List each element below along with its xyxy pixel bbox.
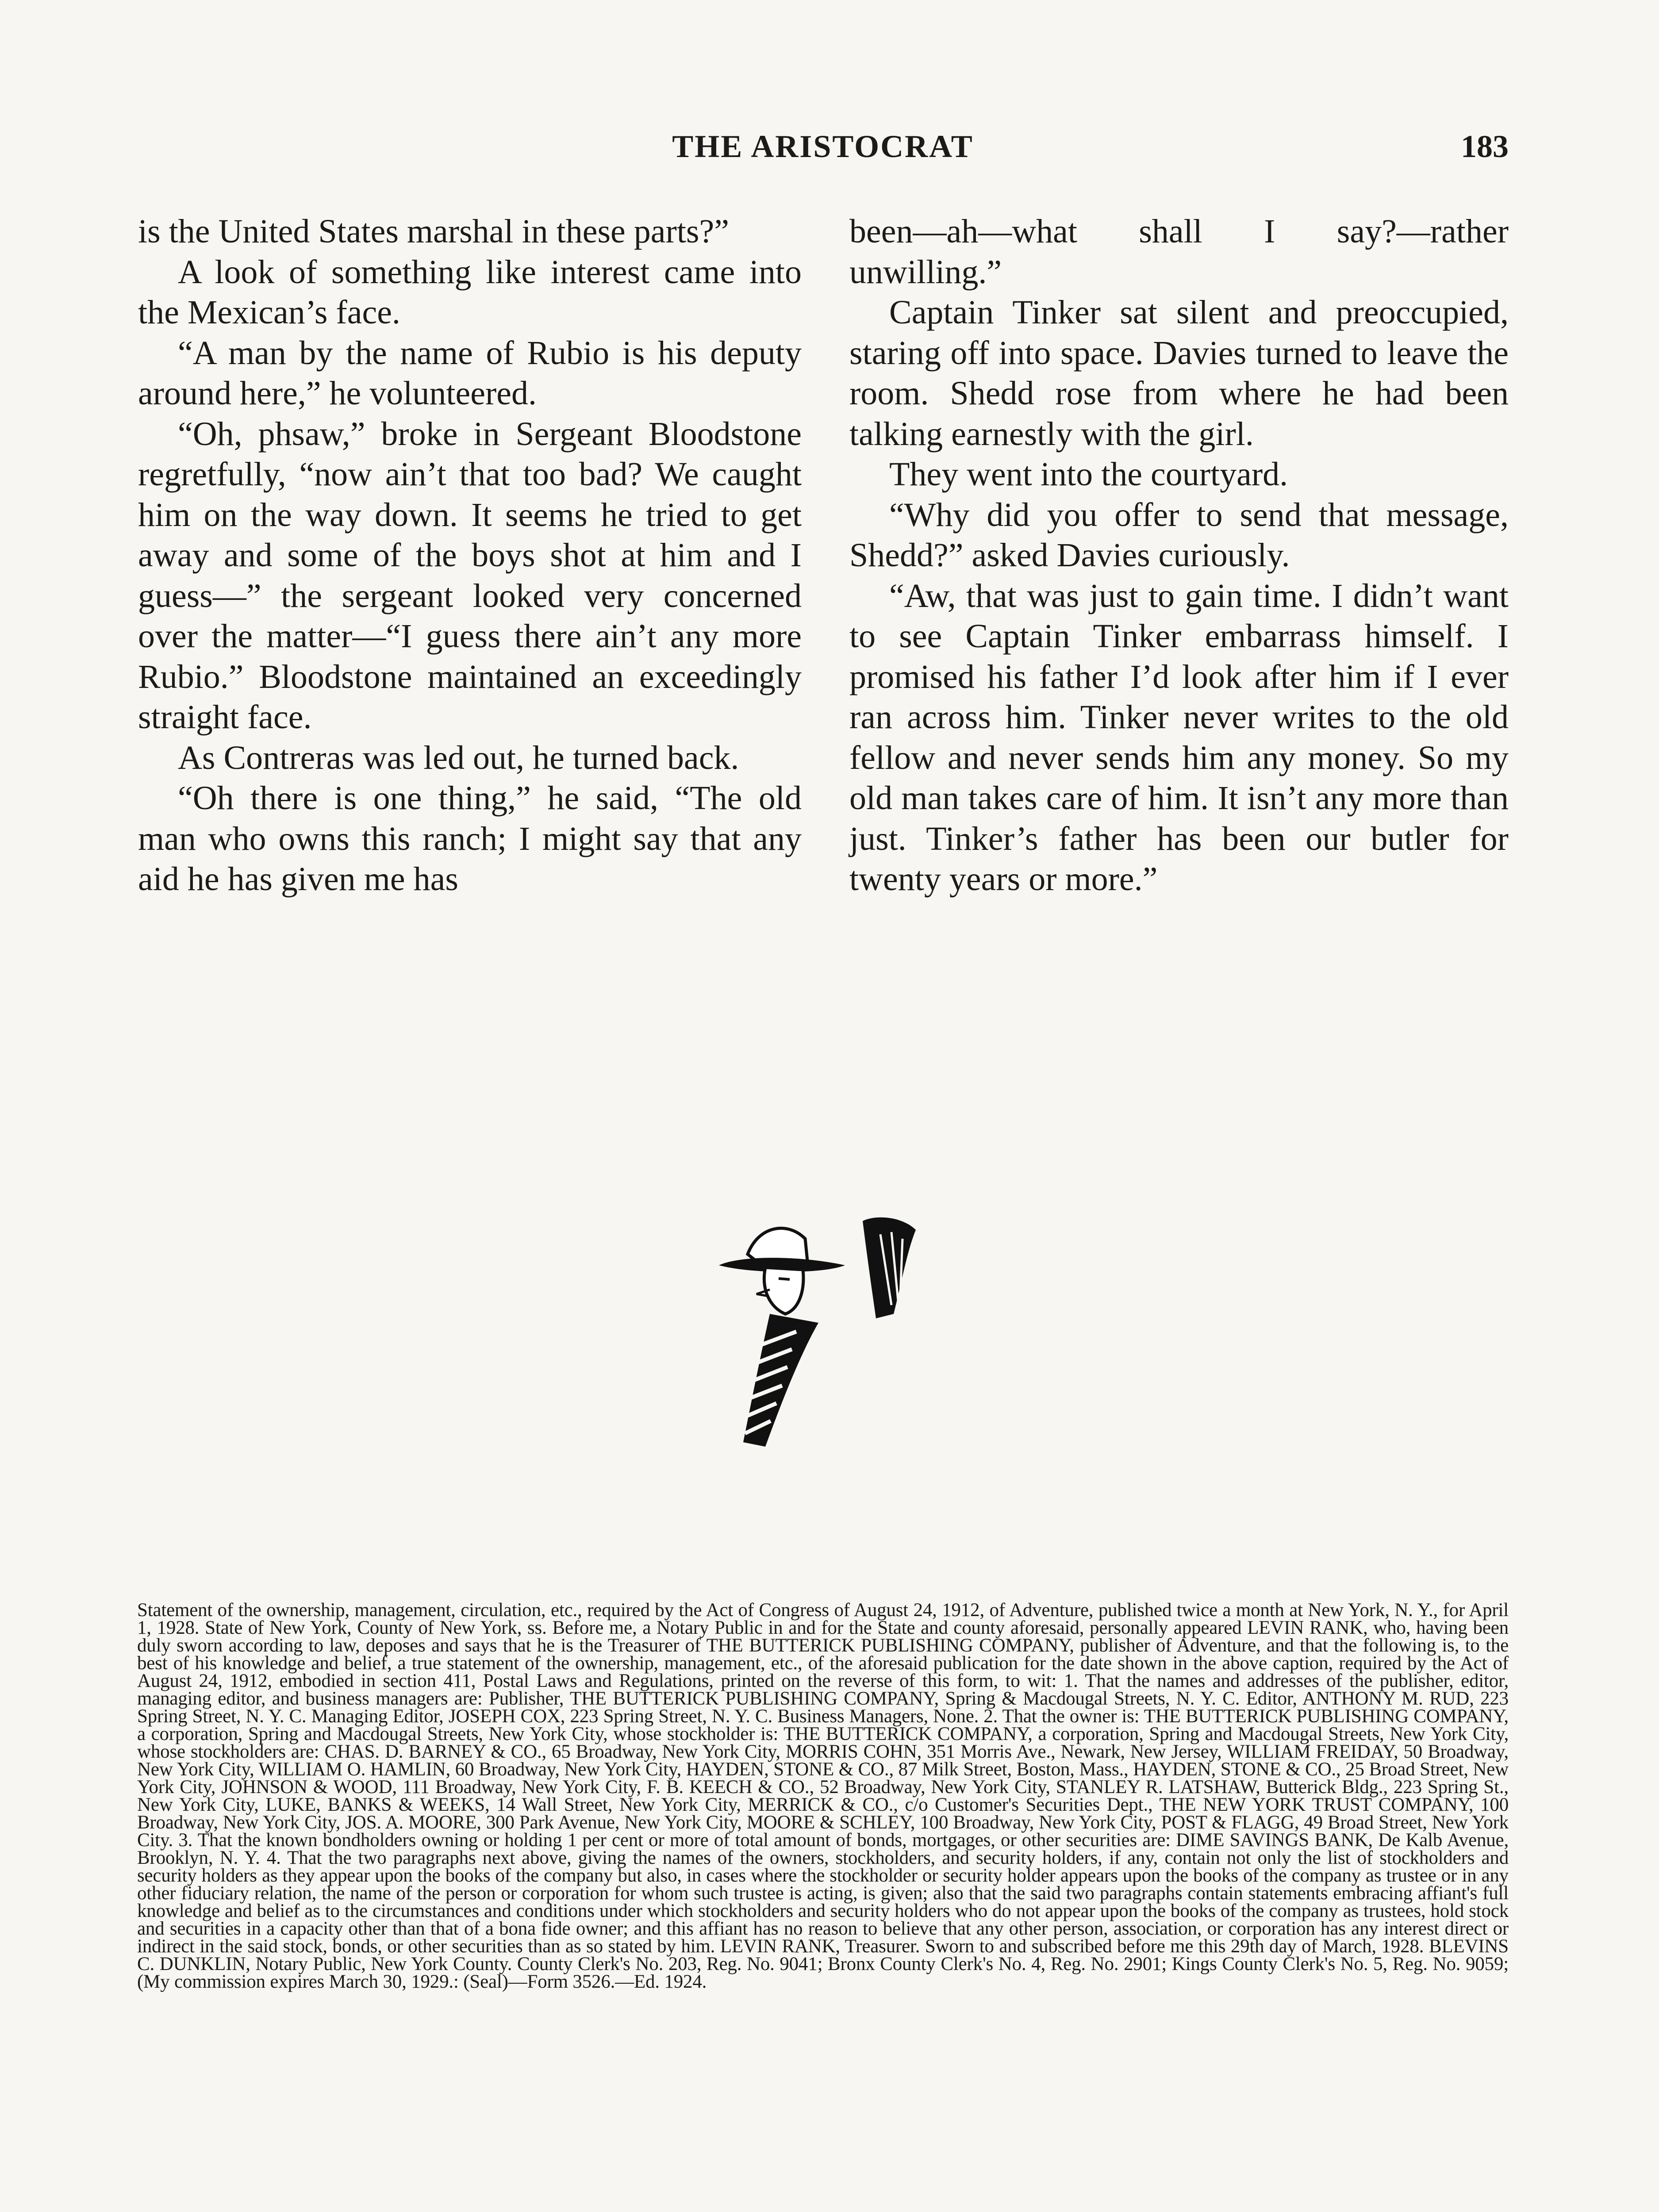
paragraph: been—ah—what shall I say?—rather unwilling.” xyxy=(849,213,1509,291)
paragraph: They went into the courtyard. xyxy=(889,456,1288,493)
page-header xyxy=(137,128,1509,181)
paragraph: “Oh, phsaw,” broke in Sergeant Bloodstone regretfully, “now ain’t that too bad? We caught him on the way down. It seems he tried to get away and some of the boys shot at him and I guess—” the sergeant looked very concerned over the matter—“I guess there ain’t any more Rubio.” Bloodstone maintained an exceedingly straight face. xyxy=(138,415,802,736)
sombrero-figure-icon xyxy=(717,1212,929,1451)
paragraph: “Why did you offer to send that message, Shedd?” asked Davies curiously. xyxy=(849,496,1509,574)
paragraph: Captain Tinker sat silent and preoccupied, staring off into space. Davies turned to leave the room. Shedd rose from where he had been talking earnestly with the girl. xyxy=(849,294,1509,453)
running-title: THE ARISTOCRAT xyxy=(672,129,974,164)
left-column xyxy=(138,211,802,900)
right-column xyxy=(849,211,1509,900)
paragraph: As Contreras was led out, he turned back. xyxy=(178,739,739,776)
page-number: 183 xyxy=(1461,129,1509,164)
paragraph: “A man by the name of Rubio is his deputy around here,” he volunteered. xyxy=(138,334,802,412)
paragraph: “Aw, that was just to gain time. I didn’t want to see Captain Tinker embarrass himself. I promised his father I’d look after him if I ever ran across him. Tinker never writes to the old fellow and never sends him any money. So my old man takes care of him. It isn’t any more than just. Tinker’s father has been our butler for twenty years or more.” xyxy=(849,577,1509,898)
sombrero-figure-illustration xyxy=(717,1212,929,1451)
paragraph: A look of something like interest came into the Mexican’s face. xyxy=(138,253,802,331)
paragraph: is the United States marshal in these parts?” xyxy=(138,213,729,250)
paragraph: “Oh there is one thing,” he said, “The old man who owns this ranch; I might say that any aid he has given me has xyxy=(138,780,802,898)
ownership-statement: Statement of the ownership, management, circulation, etc., required by the Act of Congress of August 24, 1912, of Adventure, published twice a month at New York, N. Y., for April 1, 1928. State of New York, County of New York, ss. Before me, a Notary Public in and for the State and county aforesaid, personally appeared LEVIN RANK, who, having been duly sworn according to law, deposes and says that he is the Treasurer of THE BUTTERICK PUBLISHING COMPANY, publisher of Adventure, and that the following is, to the best of his knowledge and belief, a true statement of the ownership, management, etc., of the aforesaid publication for the date shown in the above caption, required by the Act of August 24, 1912, embodied in section 411, Postal Laws and Regulations, printed on the reverse of this form, to wit: 1. That the names and addresses of the publisher, editor, managing editor, and business managers are: Publisher, THE BUTTERICK PUBLISHING COMPANY, Spring & Macdougal Streets, N. Y. C. Editor, ANTHONY M. RUD, 223 Spring Street, N. Y. C. Managing Editor, JOSEPH COX, 223 Spring Street, N. Y. C. Business Managers, None. 2. That the owner is: THE BUTTERICK PUBLISHING COMPANY, a corporation, Spring and Macdougal Streets, New York City, whose stockholder is: THE BUTTERICK COMPANY, a corporation, Spring and Macdougal Streets, New York City, whose stockholders are: CHAS. D. BARNEY & CO., 65 Broadway, New York City, MORRIS COHN, 351 Morris Ave., Newark, New Jersey, WILLIAM FREIDAY, 50 Broadway, New York City, WILLIAM O. HAMLIN, 60 Broadway, New York City, HAYDEN, STONE & CO., 87 Milk Street, Boston, Mass., HAYDEN, STONE & CO., 25 Broad Street, New York City, JOHNSON & WOOD, 111 Broadway, New York City, F. B. KEECH & CO., 52 Broadway, New York City, STANLEY R. LATSHAW, Butterick Bldg., 223 Spring St., New York City, LUKE, BANKS & WEEKS, 14 Wall Street, New York City, MERRICK & CO., c/o Customer's Securities Dept., THE NEW YORK TRUST COMPANY, 100 Broadway, New York City, JOS. A. MOORE, 300 Park Avenue, New York City, MOORE & SCHLEY, 100 Broadway, New York City, POST & FLAGG, 49 Broad Street, New York City. 3. That the known bondholders owning or holding 1 per cent or more of total amount of bonds, mortgages, or other securities are: DIME SAVINGS BANK, De Kalb Avenue, Brooklyn, N. Y. 4. That the two paragraphs next above, giving the names of the owners, stockholders, and security holders, if any, contain not only the list of stockholders and security holders as they appear upon the books of the company but also, in cases where the stockholder or security holder appears upon the books of the company as trustee or in any other fiduciary relation, the name of the person or corporation for whom such trustee is acting, is given; also that the said two paragraphs contain statements embracing affiant's full knowledge and belief as to the circumstances and conditions under which stockholders and security holders who do not appear upon the books of the company as trustees, hold stock and securities in a capacity other than that of a bona fide owner; and this affiant has no reason to believe that any other person, association, or corporation has any interest direct or indirect in the said stock, bonds, or other securities than as so stated by him. LEVIN RANK, Treasurer. Sworn to and subscribed before me this 29th day of March, 1928. BLEVINS C. DUNKLIN, Notary Public, New York County. County Clerk's No. 203, Reg. No. 9041; Bronx County Clerk's No. 4, Reg. No. 2901; Kings County Clerk's No. 5, Reg. No. 9059; (My commission expires March 30, 1929.: (Seal)—Form 3526.—Ed. 1924. xyxy=(137,1600,1509,1992)
